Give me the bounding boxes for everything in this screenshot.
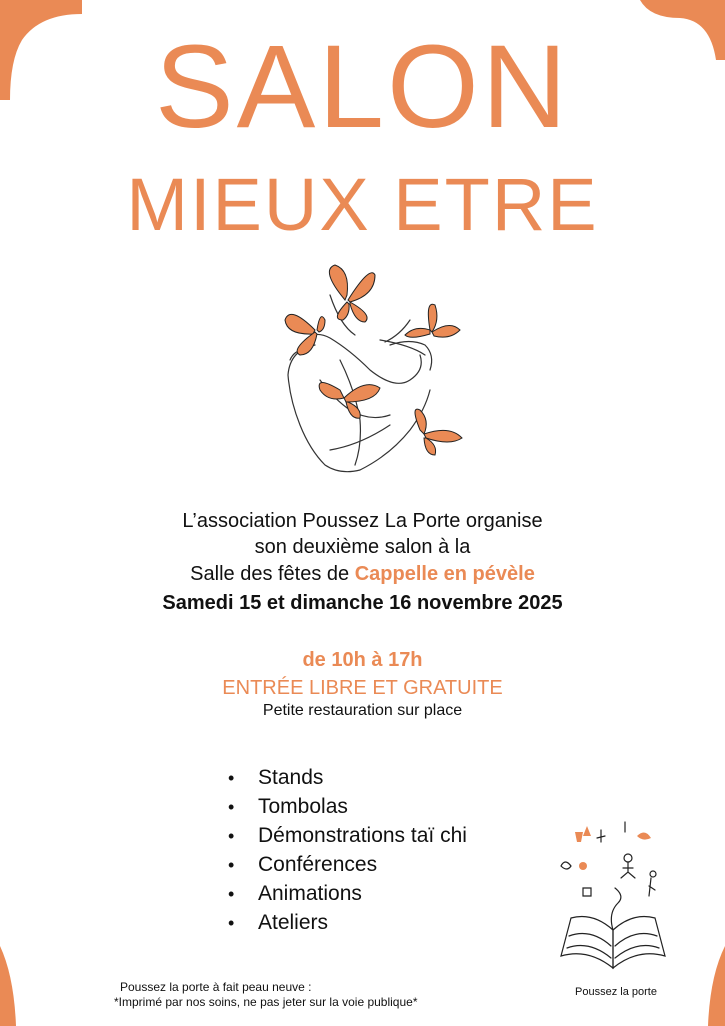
activity-label: Démonstrations taï chi	[258, 824, 467, 847]
book-icon	[553, 808, 673, 980]
corner-decoration-bottom-left	[0, 946, 30, 1026]
butterfly-icon	[329, 265, 375, 322]
venue-place: Cappelle en pévèle	[354, 563, 535, 585]
list-item: • Ateliers	[228, 911, 329, 934]
title-subtitle: MIEUX ETRE	[126, 163, 599, 246]
list-item: • Animations	[228, 882, 362, 905]
info-line-salon: son deuxième salon à la	[254, 536, 471, 558]
activity-label: Stands	[258, 766, 324, 789]
hugging-woman-illustration	[260, 250, 470, 490]
list-item: • Tombolas	[228, 795, 348, 818]
event-dates: Samedi 15 et dimanche 16 novembre 2025	[162, 592, 563, 614]
butterfly-icon	[405, 304, 460, 337]
title-main: SALON	[154, 21, 571, 153]
food-info: Petite restauration sur place	[262, 702, 463, 719]
list-item: • Stands	[228, 766, 324, 789]
butterfly-icon	[415, 409, 462, 455]
activity-label: Conférences	[258, 853, 378, 876]
activities-list	[228, 763, 467, 937]
list-item: • Démonstrations taï chi	[228, 824, 467, 847]
info-line-venue	[0, 564, 725, 584]
activity-label: Tombolas	[258, 795, 348, 818]
list-item: • Conférences	[228, 853, 378, 876]
corner-decoration-bottom-right	[700, 946, 725, 1026]
footer-line-1: Poussez la porte à fait peau neuve :	[120, 980, 312, 994]
entry-info: ENTRÉE LIBRE ET GRATUITE	[222, 677, 503, 699]
venue-prefix: Salle des fêtes de	[190, 563, 355, 585]
butterfly-icon	[319, 383, 380, 419]
info-line-association: L’association Poussez La Porte organise	[182, 510, 543, 532]
activity-label: Ateliers	[258, 911, 329, 934]
activity-label: Animations	[258, 882, 362, 905]
logo-caption: Poussez la porte	[575, 986, 657, 998]
footer-line-2: *Imprimé par nos soins, ne pas jeter sur la voie publique*	[114, 995, 418, 1009]
event-hours: de 10h à 17h	[302, 649, 423, 671]
